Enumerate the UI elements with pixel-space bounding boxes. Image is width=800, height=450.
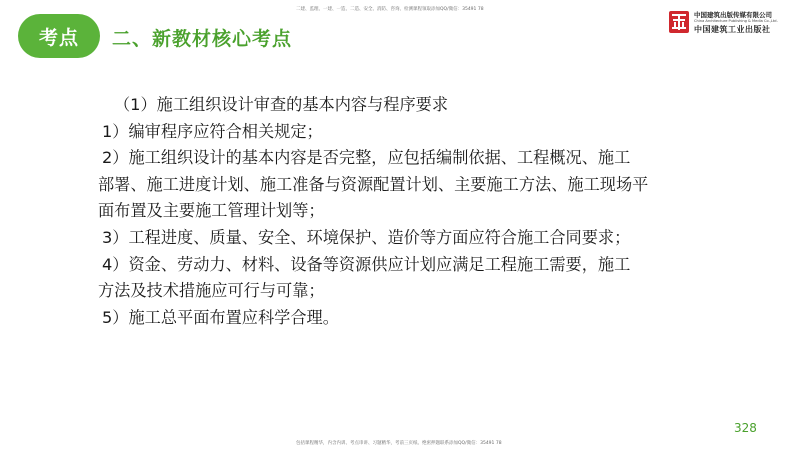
publisher-name-cn: 中国建筑出版传媒有限公司 [694, 11, 772, 19]
publisher-logo-block [668, 8, 796, 40]
section-title: 二、新教材核心考点 [112, 28, 293, 50]
content-line-1: 1）编审程序应符合相关规定； [102, 121, 323, 141]
page-number: 328 [734, 421, 757, 435]
content-line-4: 面布置及主要施工管理计划等； [98, 201, 325, 221]
content-heading: （1）施工组织设计审查的基本内容与程序要求 [114, 95, 449, 114]
publisher-logo-icon [668, 10, 690, 34]
content-line-3: 部署、施工进度计划、施工准备与资源配置计划、主要施工方法、施工现场平 [98, 174, 649, 194]
topic-badge: 考点 [18, 14, 100, 58]
content-line-8: 5）施工总平面布置应科学合理。 [102, 307, 339, 327]
watermark-top: 二建、监理、一建、一造、二造、安全、消防、咨询、检测课程领取添加QQ/微信：35491 78 [296, 7, 484, 12]
content-line-6: 4）资金、劳动力、材料、设备等资源供应计划应满足工程施工需要，施工 [102, 254, 631, 274]
content-line-5: 3）工程进度、质量、安全、环境保护、造价等方面应符合施工合同要求； [102, 227, 631, 247]
content-line-7: 方法及技术措施应可行与可靠； [98, 281, 325, 301]
content-line-2: 2）施工组织设计的基本内容是否完整，应包括编制依据、工程概况、施工 [102, 148, 631, 168]
publisher-name-en: China Architecture Publishing & Media Co.,Ltd. [694, 19, 778, 23]
content-body [98, 92, 738, 331]
publisher-name-calligraphy: 中国建筑工业出版社 [694, 24, 771, 34]
watermark-bottom: 包括课程精华，内含内训、考点串讲、习题精华，考前三页纸、绝密押题联系添加QQ/微信：35491 78 [296, 441, 502, 446]
